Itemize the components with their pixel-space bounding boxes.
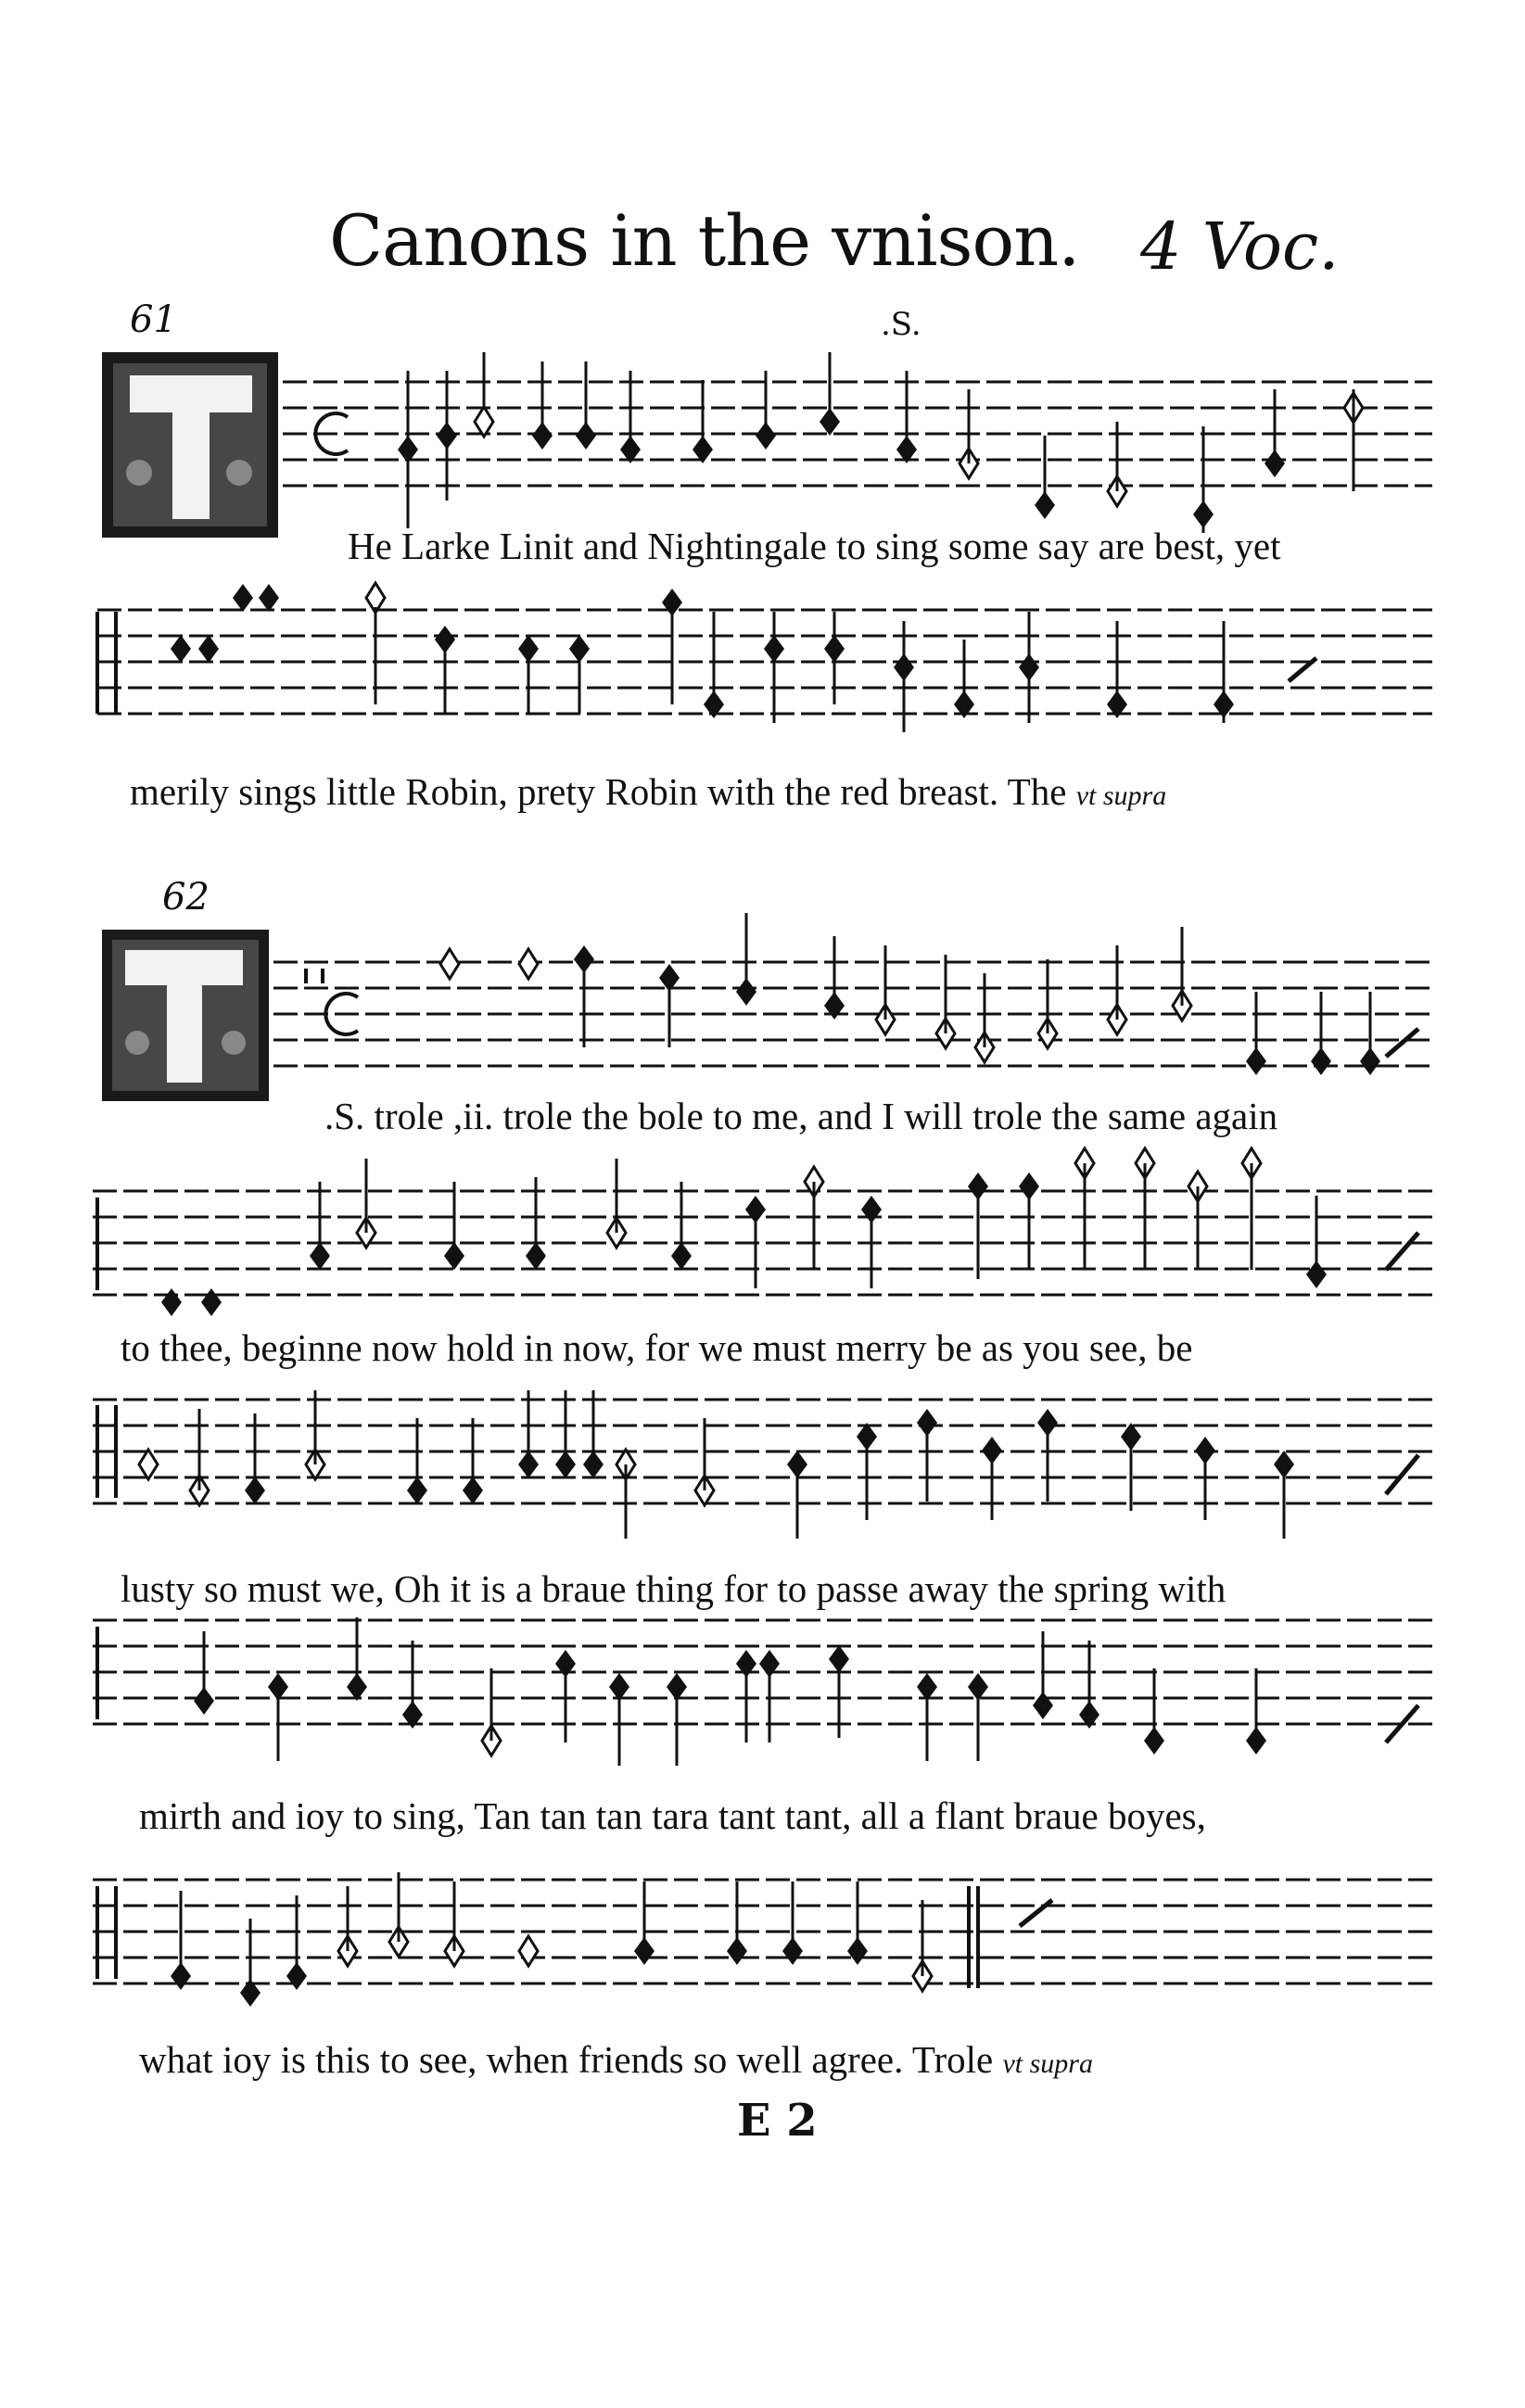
notes-staff-2 [171,583,1316,732]
lyric-line [139,2037,1093,2082]
lyric-text: merily sings little Robin, prety Robin with the red breast. The [130,770,1067,813]
voices-label: 4 Voc. [1140,209,1340,285]
notes-staff-7 [171,1872,1052,2007]
lyric-line: to thee, beginne now hold in now, for we must merry be as you see, be [121,1326,1193,1369]
staff-5 [93,1400,1432,1503]
staff-2 [97,610,1432,714]
staff-6 [93,1620,1432,1724]
lyric-line [130,769,1166,814]
notes-staff-3 [440,913,1418,1075]
decorated-initial-t-62 [102,930,269,1101]
notes-staff-5 [139,1390,1418,1539]
page-signature: E 2 [737,2095,818,2147]
lyric-line: mirth and ioy to sing, Tan tan tan tara tant tant, all a flant braue boyes, [139,1794,1206,1837]
canon-number: 61 [130,298,177,341]
canon-number: 62 [162,876,210,919]
sign-mark: .S. [881,306,921,343]
lyric-text: what ioy is this to see, when friends so well agree. Trole [139,2038,994,2081]
lyric-tail: vt supra [1002,2048,1093,2079]
lyric-line: lusty so must we, Oh it is a braue thing for to passe away the spring with [121,1567,1226,1610]
lyric-line: .S. trole ,ii. trole the bole to me, and I will trole the same again [324,1095,1278,1137]
lyric-line: He Larke Linit and Nightingale to sing some say are best, yet [348,525,1281,567]
decorated-initial-t-61 [102,352,278,538]
page-title: Canons in the vnison. [329,199,1080,282]
notes-staff-6 [194,1617,1418,1766]
lyric-tail: vt supra [1075,780,1167,811]
notes-staff-4 [161,1148,1418,1316]
notes-staff-1 [398,352,1363,533]
